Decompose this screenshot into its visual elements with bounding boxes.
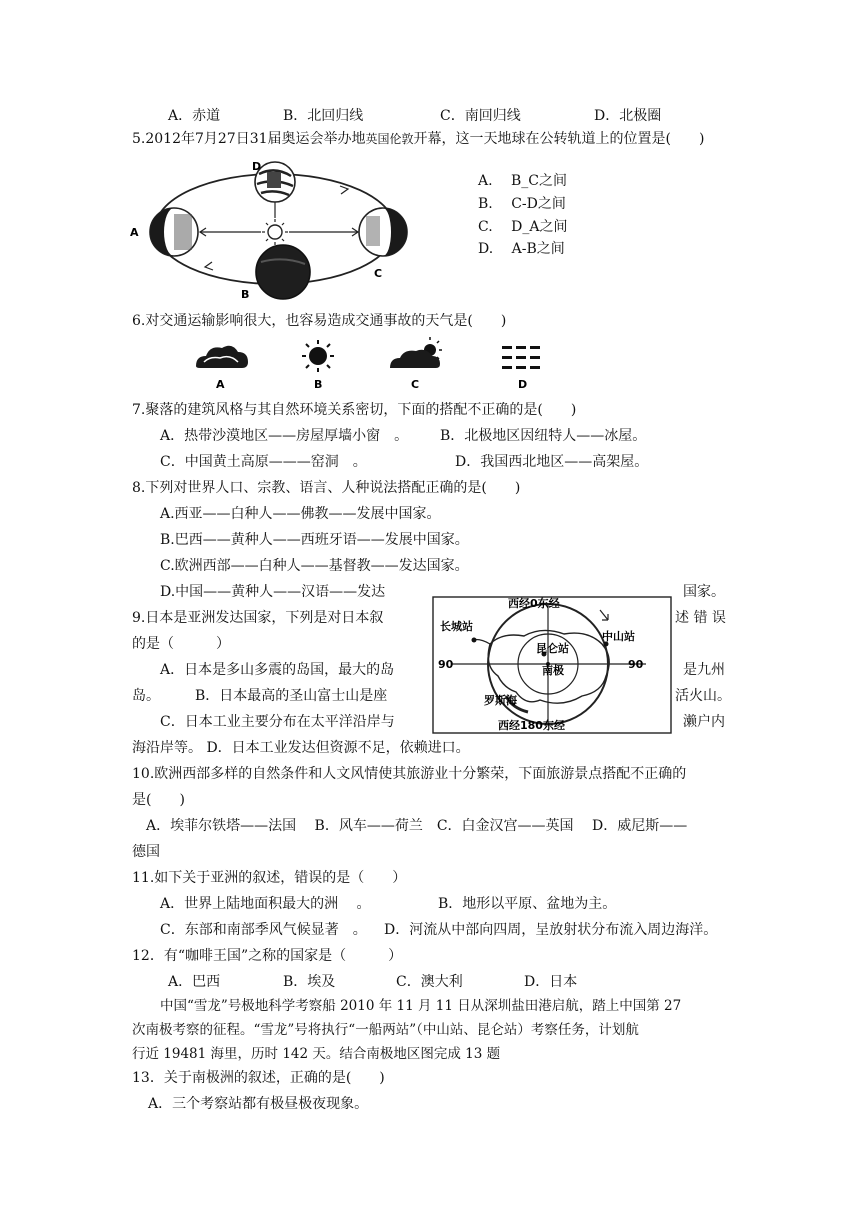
- orbit-label-a: A: [130, 226, 139, 239]
- q7-stem: 7.聚落的建筑风格与其自然环境关系密切，下面的搭配不正确的是( ): [132, 402, 577, 418]
- earth-position-b-icon: [256, 245, 310, 299]
- q9-line-4-left: 岛。 B．日本最高的圣山富士山是座: [132, 688, 388, 704]
- q10-line-1: 10.欧洲西部多样的自然条件和人文风情使其旅游业十分繁荣，下面旅游景点搭配不正确的: [132, 766, 687, 782]
- weather-label-a: A: [216, 378, 225, 391]
- map-label-pole: 南极: [542, 664, 564, 677]
- map-label-left-deg: 90: [438, 658, 454, 671]
- q11-option-b: B．地形以平原、盆地为主。: [438, 896, 617, 912]
- map-label-sea: 罗斯海: [484, 694, 517, 707]
- map-label-bottom: 西经180东经: [498, 719, 565, 732]
- q8-option-c: C.欧洲西部——白种人——基督教——发达国家。: [160, 558, 469, 574]
- q12-option-c: C．澳大利: [396, 974, 463, 990]
- antarctic-map: [432, 596, 672, 734]
- q8-option-a: A.西亚——白种人——佛教——发展中国家。: [160, 506, 441, 522]
- q4-option-c: C．南回归线: [440, 108, 521, 124]
- q11-stem: 11.如下关于亚洲的叙述，错误的是（ ）: [132, 870, 407, 886]
- q12-stem: 12．有“咖啡王国”之称的国家是（ ）: [132, 948, 403, 964]
- map-label-zhongshan: 中山站: [602, 630, 635, 643]
- q5-option-a: A. B_C之间: [478, 173, 568, 189]
- map-label-top: 西经0东经: [508, 597, 560, 610]
- q5-stem-part-3: 开幕，这一天地球在公转轨道上的位置是( ): [413, 131, 705, 147]
- sun-icon: [262, 219, 288, 245]
- fog-icon: [502, 346, 540, 369]
- q9-line-5-left: C．日本工业主要分布在太平洋沿岸与: [160, 714, 395, 730]
- map-label-right-deg: 90: [628, 658, 644, 671]
- q8-option-d-right: 国家。: [683, 584, 725, 600]
- q9-line-1-right: 述 错 误: [675, 610, 726, 626]
- orbit-label-d: D: [252, 160, 262, 173]
- q9-line-2: 的是（ ）: [132, 636, 230, 652]
- q5-option-d: D. A-B之间: [478, 241, 565, 257]
- q7-option-b: B．北极地区因纽特人——冰屋。: [440, 428, 647, 444]
- q7-option-c: C．中国黄土高原———窑洞 。: [160, 454, 367, 470]
- q8-stem: 8.下列对世界人口、宗教、语言、人种说法搭配正确的是( ): [132, 480, 521, 496]
- q5-option-c: C. D_A之间: [478, 219, 568, 235]
- q8-option-d-left: D.中国——黄种人——汉语——发达: [160, 584, 386, 600]
- orbit-label-c: C: [374, 267, 383, 280]
- q4-option-b: B．北回归线: [283, 108, 364, 124]
- map-label-kunlun: 昆仑站: [536, 642, 569, 655]
- passage-line-1: 中国“雪龙”号极地科学考察船 2010 年 11 月 11 日从深圳盐田港启航，踏上中国第 27: [160, 998, 682, 1014]
- weather-label-d: D: [518, 378, 528, 391]
- q13-option-a: A．三个考察站都有极昼极夜现象。: [148, 1096, 369, 1112]
- q9-line-6: 海沿岸等。 D．日本工业发达但资源不足，依赖进口。: [132, 740, 470, 756]
- q10-line-2: 是( ): [132, 792, 185, 808]
- cloud-icon: [196, 346, 248, 368]
- q12-option-a: A．巴西: [168, 974, 221, 990]
- earth-position-c-icon: [359, 208, 407, 256]
- q10-line-3: A．埃菲尔铁塔——法国 B．风车——荷兰 C．白金汉宫——英国 D．威尼斯——: [146, 818, 688, 834]
- earth-position-a-icon: [150, 208, 198, 256]
- q5-stem-part-2: 英国伦敦: [365, 132, 414, 146]
- q5-option-b: B. C-D之间: [478, 196, 566, 212]
- q4-option-a: A．赤道: [168, 108, 221, 124]
- q7-option-d: D．我国西北地区——高架屋。: [455, 454, 649, 470]
- q5-stem: [132, 129, 704, 149]
- q11-option-d: D．河流从中部向四周，呈放射状分布流入周边海洋。: [384, 922, 718, 938]
- q13-stem: 13．关于南极洲的叙述，正确的是( ): [132, 1070, 385, 1086]
- q9-line-1-left: 9.日本是亚洲发达国家，下列是对日本叙: [132, 610, 384, 626]
- q4-option-d: D．北极圈: [594, 108, 662, 124]
- q11-option-c: C．东部和南部季风气候显著 。: [160, 922, 367, 938]
- q9-line-4-right: 活火山。: [675, 688, 731, 704]
- q12-option-b: B．埃及: [283, 974, 336, 990]
- q10-line-4: 德国: [132, 844, 160, 860]
- q9-line-3-right: 是九州: [683, 662, 725, 678]
- q9-line-5-right: 濑户内: [683, 714, 725, 730]
- map-label-changcheng: 长城站: [440, 620, 473, 633]
- orbit-label-b: B: [241, 288, 250, 301]
- q8-option-b: B.巴西——黄种人——西班牙语——发展中国家。: [160, 532, 469, 548]
- sun-behind-cloud-icon: [390, 337, 442, 368]
- passage-line-2: 次南极考察的征程。“雪龙”号将执行“一船两站”（中山站、昆仑站）考察任务，计划航: [132, 1022, 639, 1038]
- q11-option-a: A．世界上陆地面积最大的洲 。: [160, 896, 371, 912]
- weather-label-c: C: [411, 378, 420, 391]
- q12-option-d: D．日本: [524, 974, 578, 990]
- q9-line-3-left: A．日本是多山多震的岛国，最大的岛: [160, 662, 395, 678]
- orbit-diagram: [128, 152, 413, 302]
- q7-option-a: A．热带沙漠地区——房屋厚墙小窗 。: [160, 428, 409, 444]
- weather-icons: [190, 336, 560, 396]
- q5-stem-part-1: 5.2012年7月27日31届奥运会举办地: [132, 131, 366, 147]
- q6-stem: 6.对交通运输影响很大，也容易造成交通事故的天气是( ): [132, 313, 507, 329]
- sun-icon: [302, 340, 334, 372]
- passage-line-3: 行近 19481 海里，历时 142 天。结合南极地区图完成 13 题: [132, 1046, 501, 1062]
- weather-label-b: B: [314, 378, 323, 391]
